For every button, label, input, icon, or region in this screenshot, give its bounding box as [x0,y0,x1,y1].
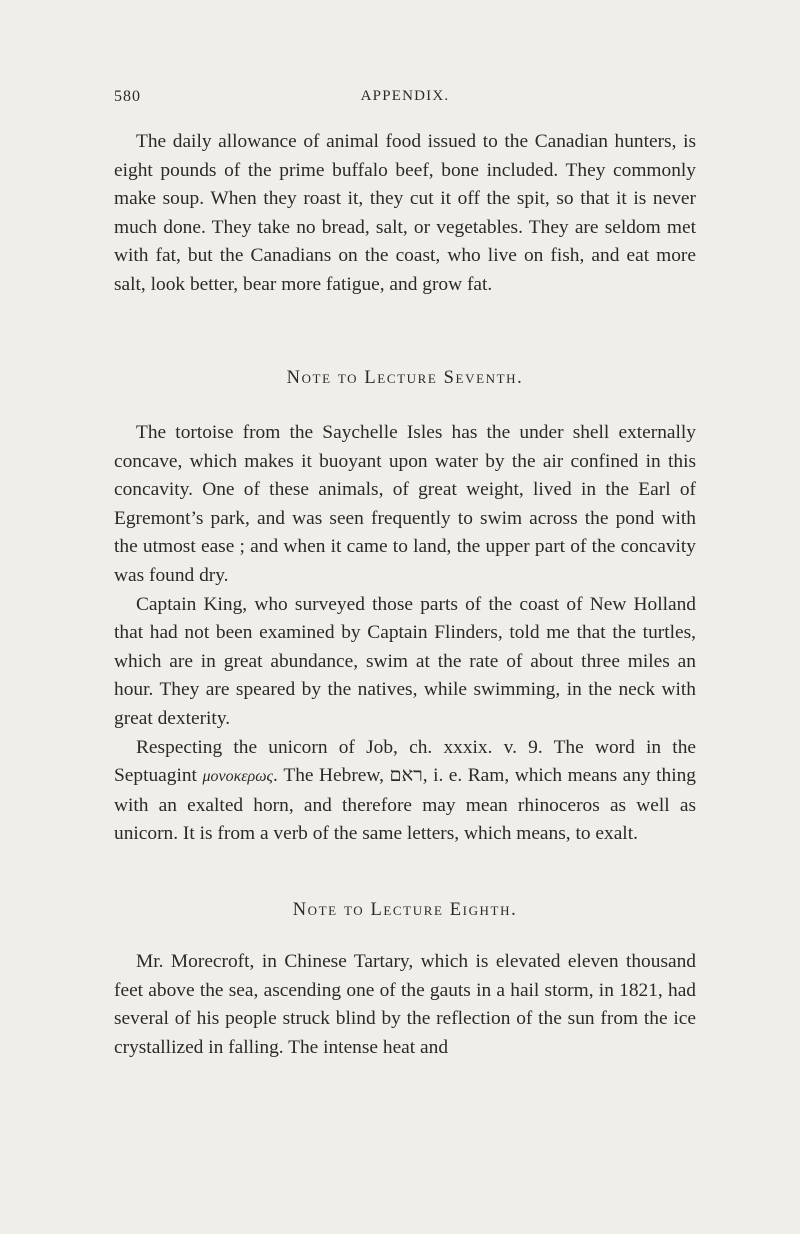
intro-paragraph: The daily allowance of animal food issued to the Canadian hunters, is eight pounds of the prime buffalo beef, bone included. They commonly make soup. When they roast it, they cut it off the spit, so that it is never much done. They take no bread, salt, or vegetables. They are seldom met with fat, but the Canadians on the coast, who live on fish, and eat more salt, look better, bear more fatigue, and grow fat. [114,131,696,295]
section-note-lecture-eighth [114,948,696,1062]
heading-note-lecture-eighth: Note to Lecture Eighth. [292,900,518,920]
paragraph-morecroft: Mr. Morecroft, in Chinese Tartary, which is elevated eleven thousand feet above the sea, ascending one of the gauts in a hail storm, in 1821, had several of his people struck blind by the reflection of the sun from the ice crystallized in falling. The intense heat and [114,951,696,1058]
paragraph-turtles: Captain King, who surveyed those parts of the coast of New Holland that had not been examined by Captain Flinders, told me that the turtles, which are in great abundance, swim at the rate of about three miles an hour. They are speared by the natives, while swimming, in the neck with great dexterity. [114,593,696,729]
unicorn-text-c: , i. e. Ram, which means any thing with an exalted horn, and therefore may mean rhinoceros as well as unicorn. It is from a verb of the same letters, which means, to exalt. [114,765,696,845]
page-number: 580 [114,88,141,105]
page-header [114,88,696,114]
unicorn-text-b: . The Hebrew, [273,765,390,787]
paragraph-unicorn [114,734,696,849]
greek-word: μονοκερως [202,768,274,786]
heading-note-lecture-seventh: Note to Lecture Seventh. [286,368,524,388]
hebrew-word: ראם [389,765,423,787]
intro-section [114,128,696,300]
unicorn-text-a: Respecting the unicorn of Job, ch. xxxix. v. 9. The word in the Septuagint [114,736,696,787]
running-head: APPENDIX. [360,88,450,104]
paragraph-tortoise: The tortoise from the Saychelle Isles has the under shell externally concave, which makes it buoyant upon water by the air confined in this concavity. One of these animals, of great weight, lived in the Earl of Egremont’s park, and was seen frequently to swim across the pond with the utmost ease ; and when it came to land, the upper part of the concavity was found dry. [114,422,696,586]
section-note-lecture-seventh [114,419,696,849]
